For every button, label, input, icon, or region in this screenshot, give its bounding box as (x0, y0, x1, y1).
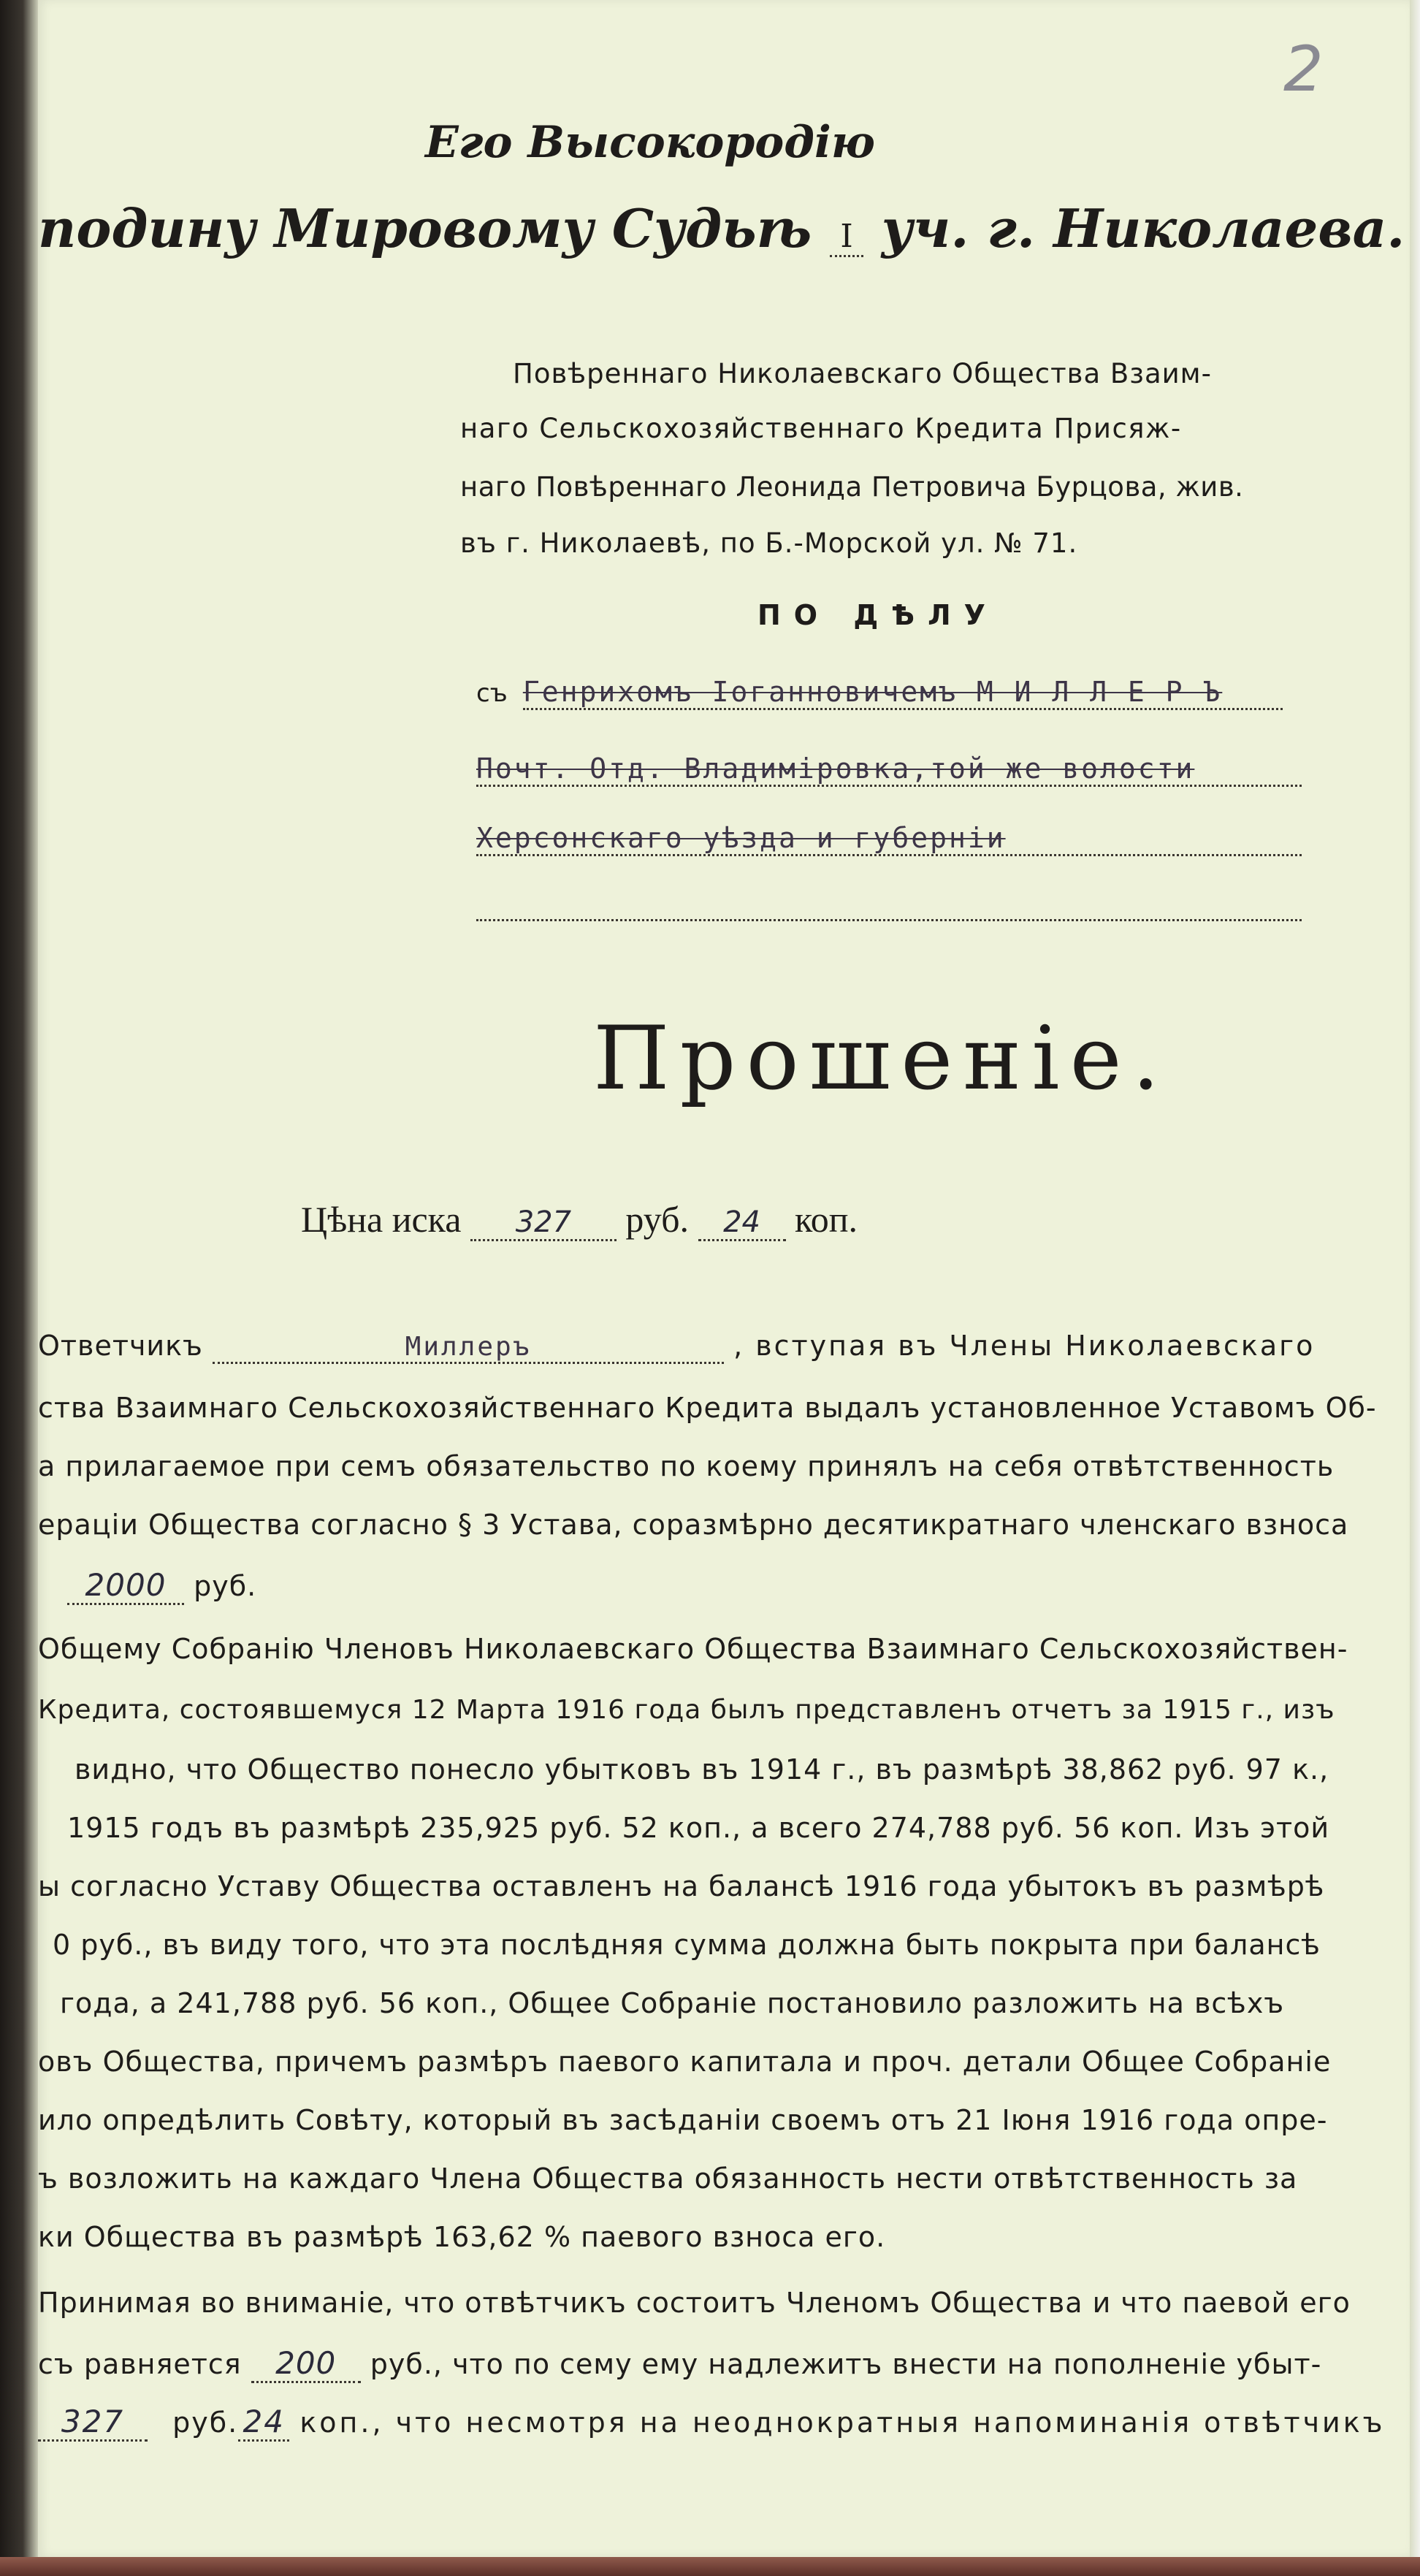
body-text-segment: , вступая въ Члены Николаевскаго (733, 1330, 1316, 1362)
body-line: овъ Общества, причемъ размѣръ паевого капитала и проч. детали Общее Собраніе (38, 2046, 1332, 2078)
body-line: Кредита, состоявшемуся 12 Марта 1916 года былъ представленъ отчетъ за 1915 г., изъ (38, 1695, 1335, 1725)
body-line: 1915 годъ въ размѣрѣ 235,925 руб. 52 коп., а всего 274,788 руб. 56 коп. Изъ этой (67, 1812, 1330, 1844)
petitioner-line-1: Повѣреннаго Николаевскаго Общества Взаим- (513, 358, 1212, 389)
petitioner-line-2: наго Сельскохозяйственнаго Кредита Присяж- (460, 413, 1182, 444)
body-line: года, а 241,788 руб. 56 коп., Общее Собраніе постановило разложить на всѣхъ (60, 1987, 1285, 2019)
body-line: ъ возложить на каждаго Члена Общества обязанность нести отвѣтственность за (38, 2162, 1298, 2195)
document-title: Прошеніе. (593, 1008, 1170, 1110)
body-text-segment: съ равняется (38, 2348, 242, 2380)
bottom-edge (0, 2557, 1420, 2576)
header-salutation: Его Высокородію (425, 117, 875, 168)
claim-kopecks: 24 (698, 1205, 786, 1241)
body-line: Общему Собранію Членовъ Николаевскаго Общества Взаимнаго Сельскохозяйствен- (38, 1633, 1348, 1665)
defendant-name: Генрихомъ Іоганновичемъ М И Л Л Е Р Ъ (523, 676, 1283, 710)
body-line: ило опредѣлить Совѣту, который въ засѣданіи своемъ отъ 21 Іюня 1916 года опре- (38, 2104, 1328, 2136)
header-addressee-prefix: подину Мировому Судьѣ (38, 197, 812, 259)
case-heading: ПО ДѢЛУ (757, 599, 999, 631)
petitioner-line-3: наго Повѣреннаго Леонида Петровича Бурцова, жив. (460, 471, 1244, 503)
defendant-name-field: Миллеръ (213, 1332, 724, 1364)
header-addressee (38, 197, 1405, 259)
binding-edge (0, 0, 38, 2576)
loss-rubles-field: 327 (38, 2404, 148, 2442)
document-page (38, 0, 1410, 2557)
claim-kop-label: коп. (795, 1199, 858, 1240)
body-text-segment: руб., что по сему ему надлежитъ внести на пополненіе убыт- (370, 2348, 1322, 2380)
share-amount-field: 200 (251, 2345, 361, 2383)
claim-label: Цѣна иска (301, 1199, 462, 1240)
body-text-segment: коп., что несмотря на неоднократныя напоминанія отвѣтчикъ (299, 2407, 1386, 2439)
loss-kopecks-field: 24 (238, 2404, 289, 2442)
body-line: Принимая во вниманіе, что отвѣтчикъ состоитъ Членомъ Общества и что паевой его (38, 2287, 1351, 2319)
claim-rubles: 327 (470, 1205, 617, 1241)
body-line: ераціи Общества согласно § 3 Устава, соразмѣрно десятикратнаго членскаго взноса (38, 1509, 1349, 1541)
page-edge (1410, 0, 1420, 2576)
body-line (67, 1567, 256, 1605)
body-line: ы согласно Уставу Общества оставленъ на балансѣ 1916 года убытокъ въ размѣрѣ (38, 1870, 1325, 1902)
body-line (38, 1330, 1315, 1364)
liability-amount-field: 2000 (67, 1567, 184, 1605)
body-line: видно, что Общество понесло убытковъ въ 1914 г., въ размѣрѣ 38,862 руб. 97 к., (75, 1753, 1329, 1786)
body-line: а прилагаемое при семъ обязательство по коему принялъ на себя отвѣтственность (38, 1450, 1335, 1482)
body-line: ства Взаимнаго Сельскохозяйственнаго Кредита выдалъ установленное Уставомъ Об- (38, 1392, 1377, 1424)
case-line-3 (476, 822, 1302, 856)
section-number-field: I (830, 218, 863, 257)
case-prefix: съ (476, 679, 508, 708)
loss-rubles-unit: руб. (172, 2407, 239, 2439)
header-addressee-suffix: уч. г. Николаева. (881, 197, 1405, 259)
defendant-region: Херсонскаго уѣзда и губерніи (476, 822, 1302, 856)
defendant-address: Почт. Отд. Владиміровка,той же волости (476, 752, 1302, 787)
defendant-label: Ответчикъ (38, 1330, 203, 1362)
claim-rub-label: руб. (625, 1199, 690, 1240)
body-line: ки Общества въ размѣрѣ 163,62 % паевого взноса его. (38, 2221, 886, 2253)
page-number: 2 (1283, 33, 1324, 106)
case-line-2 (476, 752, 1302, 787)
case-line-1 (476, 676, 1316, 710)
petitioner-line-4: въ г. Николаевѣ, по Б.-Морской ул. № 71. (460, 527, 1078, 559)
case-line-4 (476, 897, 1302, 921)
liability-unit: руб. (194, 1570, 257, 1602)
body-line: 0 руб., въ виду того, что эта послѣдняя сумма должна быть покрыта при балансѣ (53, 1929, 1321, 1961)
claim-price (301, 1198, 858, 1241)
body-line (38, 2345, 1321, 2383)
body-line (38, 2404, 1386, 2442)
